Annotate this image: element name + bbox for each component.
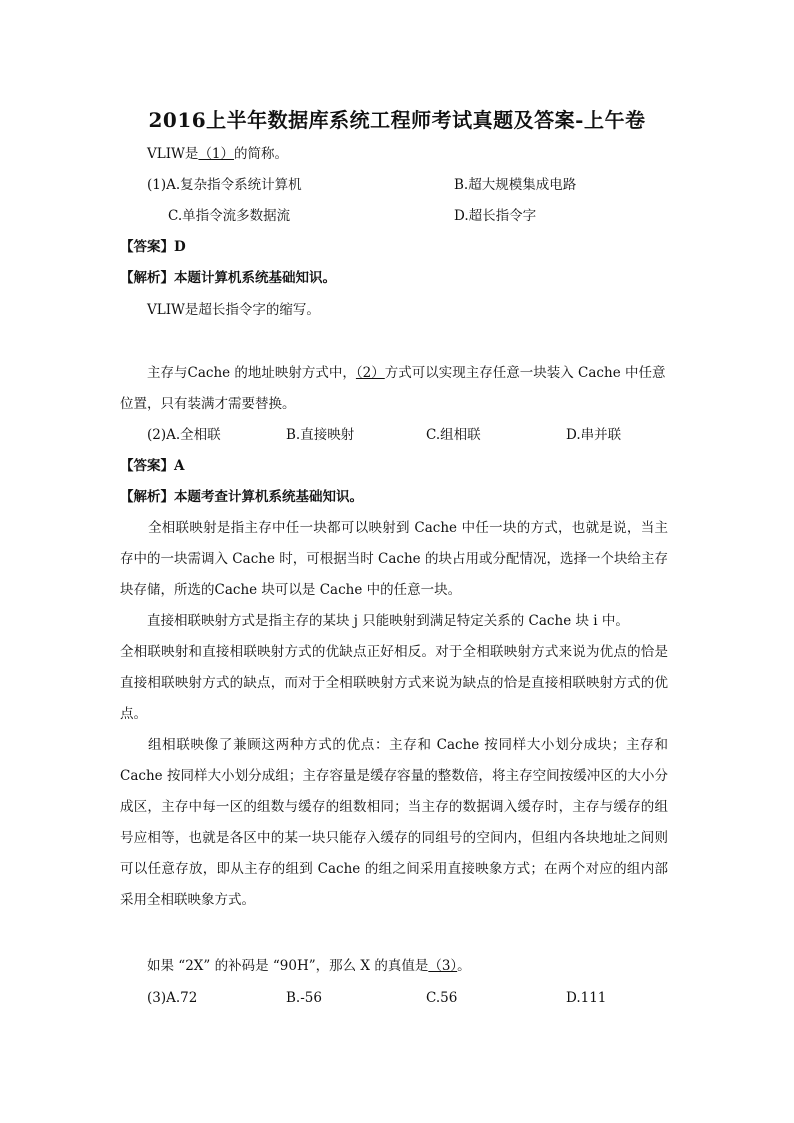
q2-analysis-paragraph-2-first-line: 直接相联映射方式是指主存的某块 j 只能映射到满足特定关系的 Cache 块 i 中。 <box>147 613 629 629</box>
q2-option-b: B.直接映射 <box>286 427 355 443</box>
q1-analysis-title: 本题计算机系统基础知识。 <box>174 270 336 286</box>
q3-option-c: C.56 <box>426 990 458 1006</box>
q2-analysis-paragraph-3: 组相联映像了兼顾这两种方式的优点：主存和 Cache 按同样大小划分成块；主存和 Cache 按同样大小划分成组；主存容量是缓存容量的整数倍，将主存空间按缓冲区的大小分成区，主存中每一区的组数与缓存的组数相同；当主存的数据调入缓存时，主存与缓存的组号应相等，也就是各区中的某一块只能存入缓存的同组号的空间内，但组内各块地址之间则可以任意存放，即从主存的组到 Cache 的组之间采用直接映象方式；在两个对应的组内部采用全相联映象方式。 <box>120 737 668 908</box>
q2-analysis-paragraph-1: 全相联映射是指主存中任一块都可以映射到 Cache 中任一块的方式，也就是说，当主存中的一块需调入 Cache 时，可根据当时 Cache 的块占用或分配情况，选择一个块给主存块存储，所选的Cache 块可以是 Cache 中的任意一块。 <box>120 520 668 598</box>
q3-option-b: B.-56 <box>286 990 322 1006</box>
q1-option-a: (1)A.复杂指令系统计算机 <box>147 177 302 193</box>
q3-blank: （3） <box>428 958 458 974</box>
q3-stem <box>147 956 471 976</box>
q1-blank: （1） <box>198 146 235 162</box>
q1-analysis-text: VLIW是超长指令字的缩写。 <box>147 302 320 318</box>
q2-stem-line2: 位置，只有装满才需要替换。 <box>120 396 296 412</box>
q1-option-c: C.单指令流多数据流 <box>168 208 291 224</box>
q1-stem-pre: VLIW是 <box>147 146 199 162</box>
q2-analysis-paragraph-2: 全相联映射和直接相联映射方式的优缺点正好相反。对于全相联映射方式来说为优点的恰是直接相联映射方式的缺点，而对于全相联映射方式来说为缺点的恰是直接相联映射方式的优点。 <box>120 644 668 722</box>
q1-answer-value: D <box>174 239 186 255</box>
q2-option-a: (2)A.全相联 <box>147 427 221 443</box>
q2-analysis-label: 【解析】 <box>120 489 174 505</box>
q1-option-d: D.超长指令字 <box>454 208 537 224</box>
q3-option-a: (3)A.72 <box>147 990 198 1006</box>
q2-option-c: C.组相联 <box>426 427 481 443</box>
q1-option-b: B.超大规模集成电路 <box>454 177 577 193</box>
q2-blank: （2） <box>355 365 385 381</box>
q2-stem <box>147 363 665 383</box>
q1-stem-post: 的简称。 <box>234 146 289 162</box>
q1-answer <box>120 237 186 257</box>
q2-analysis-title: 本题考查计算机系统基础知识。 <box>174 489 363 505</box>
q1-analysis-label: 【解析】 <box>120 270 174 286</box>
q2-answer-label: 【答案】 <box>120 458 174 474</box>
q1-answer-label: 【答案】 <box>120 239 174 255</box>
q3-stem-pre: 如果 “2X” 的补码是 “90H”，那么 X 的真值是 <box>147 958 429 974</box>
q2-option-d: D.串并联 <box>566 427 622 443</box>
q2-stem-post: 方式可以实现主存任意一块装入 Cache 中任意 <box>384 365 666 381</box>
q2-answer-value: A <box>174 458 185 474</box>
q2-stem-pre: 主存与Cache 的地址映射方式中， <box>147 365 356 381</box>
q3-option-d: D.111 <box>566 990 607 1006</box>
q3-stem-post: 。 <box>457 958 471 974</box>
q1-stem <box>147 144 288 164</box>
q2-analysis-heading <box>120 487 363 507</box>
q2-answer <box>120 456 184 476</box>
page-title: 2016上半年数据库系统工程师考试真题及答案-上午卷 <box>148 108 646 132</box>
q1-analysis-heading <box>120 268 336 288</box>
